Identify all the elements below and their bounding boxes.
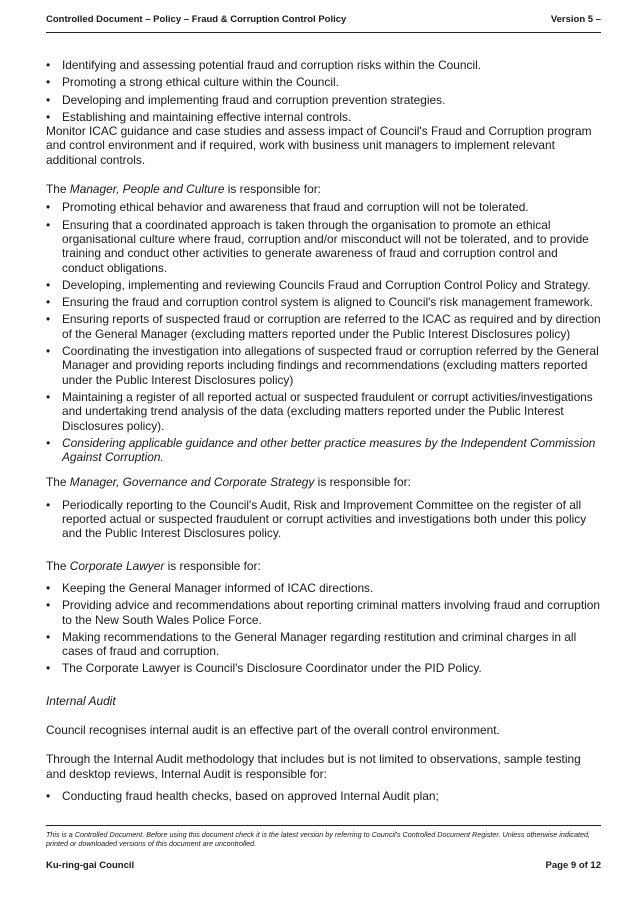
list-item: • Conducting fraud health checks, based on approved Internal Audit plan;	[46, 789, 601, 803]
page-footer	[46, 825, 601, 871]
role-name: Manager, People and Culture	[69, 182, 225, 197]
list-item: • Considering applicable guidance and other better practice measures by the Independent Commission Against Corruption.	[46, 436, 601, 465]
list-governance	[46, 498, 601, 541]
controlled-document-disclaimer: This is a Controlled Document. Before using this document check it is the latest version by referring to Council's Controlled Document Register. Unless otherwise indicated, printed or downloaded versions of this document are uncontrolled.	[46, 830, 591, 848]
monitor-paragraph: Monitor ICAC guidance and case studies and assess impact of Council's Fraud and Corruption program and control environment and if required, work with business unit managers to implement relevant additional controls.	[46, 124, 592, 167]
list-item: • Ensuring reports of suspected fraud or corruption are referred to the ICAC as required and by direction of the General Manager (excluding matters reported under the Public Interest Disclosures policy)	[46, 312, 601, 341]
intro-pre: The	[46, 558, 70, 573]
intro-post: is responsible for:	[314, 475, 411, 490]
intro-post: is responsible for:	[164, 558, 261, 573]
intro-pre: The	[46, 182, 70, 197]
list-item: • Promoting a strong ethical culture within the Council.	[46, 75, 601, 89]
intro-governance	[46, 475, 601, 489]
intro-pre: The	[46, 475, 70, 490]
list-item: • The Corporate Lawyer is Council's Disclosure Coordinator under the PID Policy.	[46, 661, 601, 675]
list-item: • Ensuring that a coordinated approach is taken through the organisation to promote an ethical organisational culture where fraud, corruption and/or misconduct will not be tolerated, and to provide training and conduct other activities to generate awareness of fraud and corruption control and conduct obligations.	[46, 218, 601, 275]
organisation-name: Ku-ring-gai Council	[46, 860, 135, 871]
list-item: • Ensuring the fraud and corruption control system is aligned to Council's risk management framework.	[46, 295, 601, 309]
page-header	[46, 14, 601, 33]
intro-post: is responsible for:	[224, 182, 321, 197]
list-item: • Periodically reporting to the Council's Audit, Risk and Improvement Committee on the register of all reported actual or suspected fraudulent or corrupt activities and investigations both under this policy and the Public Interest Disclosures policy.	[46, 498, 601, 541]
list-corporate-lawyer	[46, 581, 601, 676]
list-item: • Providing advice and recommendations about reporting criminal matters involving fraud and corruption to the New South Wales Police Force.	[46, 598, 601, 627]
list-internal-audit	[46, 789, 601, 803]
internal-audit-paragraph: Council recognises internal audit is an effective part of the overall control environment.	[46, 722, 500, 737]
list-council-responsibilities	[46, 58, 601, 124]
intro-corporate-lawyer	[46, 559, 601, 573]
list-item: • Keeping the General Manager informed of ICAC directions.	[46, 581, 601, 595]
list-item: • Establishing and maintaining effective internal controls.	[46, 110, 601, 124]
list-item: • Developing and implementing fraud and corruption prevention strategies.	[46, 93, 601, 107]
header-version: Version 5 –	[550, 14, 601, 25]
list-item: • Identifying and assessing potential fraud and corruption risks within the Council.	[46, 58, 601, 72]
role-name: Corporate Lawyer	[69, 558, 165, 573]
page-number: Page 9 of 12	[545, 860, 601, 871]
list-item: • Developing, implementing and reviewing Councils Fraud and Corruption Control Policy and Strategy.	[46, 278, 601, 292]
internal-audit-heading: Internal Audit	[46, 693, 116, 708]
document-body	[46, 58, 601, 806]
role-name: Manager, Governance and Corporate Strategy	[69, 475, 315, 490]
list-people-culture	[46, 200, 601, 464]
list-item: • Promoting ethical behavior and awareness that fraud and corruption will not be tolerated.	[46, 200, 601, 214]
list-item: • Maintaining a register of all reported actual or suspected fraudulent or corrupt activities/investigations and undertaking trend analysis of the data (excluding matters reported under the Public Interest Disclosures policy).	[46, 390, 601, 433]
intro-people-culture	[46, 182, 601, 196]
list-item: • Coordinating the investigation into allegations of suspected fraud or corruption referred by the General Manager and providing reports including findings and recommendations (excluding matters reported under the Public Interest Disclosures policy)	[46, 344, 601, 387]
list-item: • Making recommendations to the General Manager regarding restitution and criminal charges in all cases of fraud and corruption.	[46, 630, 601, 659]
header-title: Controlled Document – Policy – Fraud & Corruption Control Policy	[46, 14, 347, 25]
footer-row	[46, 860, 601, 871]
internal-audit-responsibility: Through the Internal Audit methodology that includes but is not limited to observations, sample testing and desktop reviews, Internal Audit is responsible for:	[46, 752, 581, 781]
